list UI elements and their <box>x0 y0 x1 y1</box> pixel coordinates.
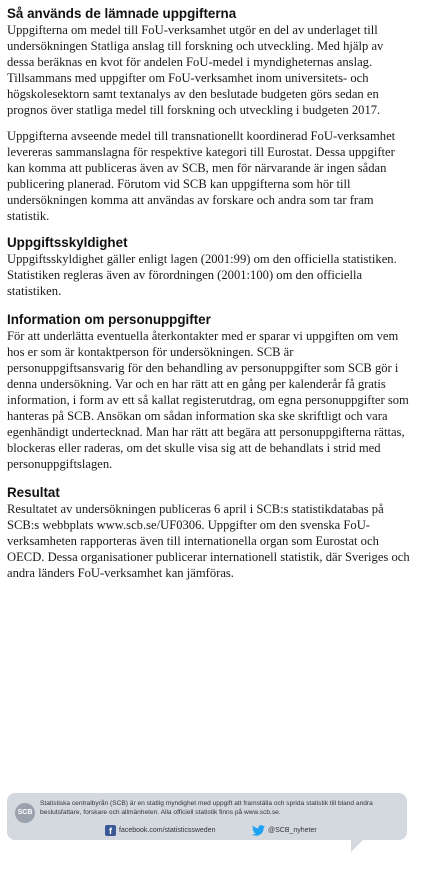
section-results <box>7 485 413 581</box>
scb-info-footer <box>7 793 407 840</box>
document-body <box>7 6 413 594</box>
paragraph: Uppgiftsskyldighet gäller enligt lagen (2001:99) om den officiella statistiken. Statistiken regleras även av förordningen (2001:100) om den officiella statistiken. <box>7 252 397 298</box>
section-heading: Resultat <box>7 485 60 500</box>
paragraph: Uppgifterna om medel till FoU-verksamhet utgör en del av underlaget till undersökningen Statliga anslag till forskning och utveckling. Med hjälp av dessa beräknas en kvot för andelen FoU-medel i myndigheternas anslag. Tillsammans med uppgifter om FoU-verksamhet inom universitets- och högskolesektorn samt textanalys av den beslutade budgeten görs sedan en prognos över statliga medel till forskning och utveckling i budgeten 2017. <box>7 23 384 117</box>
section-heading: Uppgiftsskyldighet <box>7 235 128 250</box>
twitter-link[interactable] <box>252 825 317 836</box>
scb-logo: SCB <box>15 803 35 823</box>
scb-description: Statistiska centralbyrån (SCB) är en statlig myndighet med uppgift att framställa och sprida statistik till bland andra beslutsfattare, forskare och allmänheten. Alla officiell statistik finns på www.scb.se. <box>40 800 373 816</box>
facebook-icon: f <box>105 825 116 836</box>
paragraph: Uppgifterna avseende medel till transnationellt koordinerad FoU-verksamhet levereras sammanslagna för respektive kategori till Eurostat. Dessa uppgifter kan komma att publiceras även av SCB, men för närvarande är ingen sådan publicering planerad. Förutom vid SCB kan uppgifterna som hör till undersökningen komma att användas av forskare och andra som tar fram statistik. <box>7 129 396 223</box>
facebook-link[interactable] <box>105 825 216 836</box>
speech-bubble-tail <box>351 838 365 852</box>
section-personal-data <box>7 312 413 472</box>
section-usage <box>7 6 413 224</box>
twitter-handle: @SCB_nyheter <box>268 827 317 834</box>
paragraph: För att underlätta eventuella återkontakter med er sparar vi uppgiften om vem hos er som är kontaktperson för undersökningen. SCB är personuppgiftsansvarig för den behandling av personuppgifter som SCB gör i denna undersökning. Var och en har rätt att en gång per kalenderår få gratis information, i form av ett så kallat registerutdrag, om egna personuppgifter som hanteras på SCB. Ansökan om sådan information ska ske skriftligt och vara egenhändigt undertecknad. Man har rätt att begära att personuppgifterna rättas, blockeras eller raderas, om det skulle visa sig att de behandlats i strid med personuppgiftslagen. <box>7 329 409 471</box>
section-heading: Så används de lämnade uppgifterna <box>7 6 237 21</box>
paragraph: Resultatet av undersökningen publiceras 6 april i SCB:s statistikdatabas på SCB:s webbplats www.scb.se/UF0306. Uppgifter om den svenska FoU-verksamheten rapporteras även till internationella organ som Eurostat och OECD. Dessa organisationer publicerar internationell statistik, där Sveriges och andra länders FoU-verksamhet kan jämföras. <box>7 502 410 580</box>
section-heading: Information om personuppgifter <box>7 312 211 327</box>
twitter-icon <box>252 825 265 840</box>
facebook-handle: facebook.com/statisticssweden <box>119 827 216 834</box>
section-obligation <box>7 235 413 299</box>
